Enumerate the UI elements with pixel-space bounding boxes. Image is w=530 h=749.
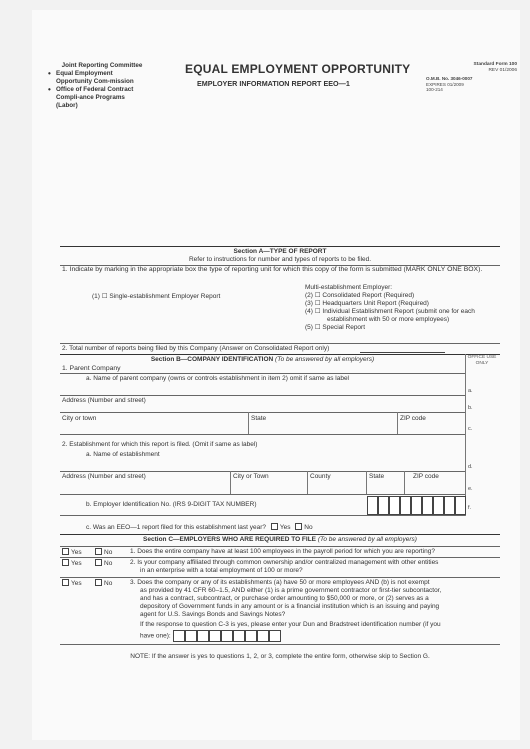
multi-establishment-label: Multi-establishment Employer: [305, 284, 393, 291]
last-year-no-checkbox[interactable] [295, 523, 302, 530]
report-type-individual[interactable]: (4) ☐ Individual Establishment Report (submit one for each [305, 308, 475, 315]
establishment-city-label: City or Town [233, 473, 269, 480]
col-line [404, 471, 405, 494]
c3-no-checkbox[interactable] [95, 579, 102, 586]
c2-yes[interactable] [62, 559, 82, 568]
c2-no[interactable] [95, 559, 112, 568]
c2-question-line2: in an enterprise with a total employment of 100 or more? [140, 567, 303, 574]
section-b-title-row [60, 356, 465, 364]
c3-duns-line1: If the response to question C-3 is yes, please enter your Dun and Bradstreet identification number (if you [140, 621, 441, 628]
last-year-no-label: No [304, 524, 313, 531]
col-line [230, 471, 231, 494]
omb-number: O.M.B. No. 3046-0007 [426, 76, 473, 81]
row-rule [60, 546, 500, 547]
section-b-top-rule [60, 354, 500, 355]
duns-number-boxes[interactable] [173, 630, 281, 642]
c3-no-label: No [104, 580, 113, 587]
section-c-title: Section C—EMPLOYERS WHO ARE REQUIRED TO FILE [143, 536, 317, 543]
section-a-q2-rule [60, 343, 500, 344]
establishment-address-label: Address (Number and street) [62, 473, 146, 480]
employer-id-boxes[interactable] [367, 496, 466, 515]
report-type-single[interactable]: (1) ☐ Single-establishment Employer Report [92, 293, 221, 300]
form-code: 100-214 [426, 87, 443, 92]
expiration-date: EXPIRES 01/2009 [426, 81, 464, 87]
c2-question-line1: 2. Is your company affiliated through common ownership and/or centralized management with other entities [130, 559, 439, 566]
row-rule [60, 412, 465, 413]
parent-company-label: 1. Parent Company [62, 365, 121, 372]
last-year-yes-checkbox[interactable] [271, 523, 278, 530]
last-year-question: c. Was an EEO—1 report filed for this establishment last year? [86, 524, 267, 531]
establishment-zip-label: ZIP code [413, 473, 439, 480]
c3-no[interactable] [95, 579, 112, 588]
c1-no-label: No [104, 549, 113, 556]
c2-no-label: No [104, 560, 113, 567]
parent-state-label: State [251, 415, 267, 422]
row-rule [60, 494, 465, 495]
office-letter-e: e. [468, 486, 473, 492]
col-line [397, 412, 398, 434]
c3-question-line1: 3. Does the company or any of its establishments (a) have 50 or more employees AND (b) is not exempt [130, 579, 430, 586]
section-a-title: Section A—TYPE OF REPORT [233, 248, 327, 255]
c1-yes-checkbox[interactable] [62, 548, 69, 555]
standard-form-block [445, 62, 517, 74]
parent-address-label: Address (Number and street) [62, 397, 146, 404]
c1-no-checkbox[interactable] [95, 548, 102, 555]
c3-duns-row [140, 630, 281, 642]
col-line [248, 412, 249, 434]
committee-item-ofccp: • Office of Federal Contract Compli-ance Programs (Labor) [56, 86, 148, 110]
section-a-question-1: 1. Indicate by marking in the appropriate box the type of reporting unit for which this copy of the form is submitted (MARK ONLY ONE BOX). [62, 266, 483, 273]
c3-yes-label: Yes [71, 580, 82, 587]
col-line [366, 471, 367, 494]
establishment-label: 2. Establishment for which this report is filed. (Omit if same as label) [62, 441, 258, 448]
section-b-note: (To be answered by all employers) [275, 356, 375, 363]
last-year-row [86, 523, 313, 532]
report-type-consolidated[interactable]: (2) ☐ Consolidated Report (Required) [305, 292, 415, 299]
parent-city-label: City or town [62, 415, 97, 422]
establishment-state-label: State [369, 473, 385, 480]
row-rule [60, 557, 500, 558]
report-type-special[interactable]: (5) ☐ Special Report [305, 324, 366, 331]
c3-yes-checkbox[interactable] [62, 579, 69, 586]
employer-id-label: b. Employer Identification No. (IRS 9-DIGIT TAX NUMBER) [86, 501, 257, 508]
c3-question-line2: as provided by 41 CFR 60–1.5, AND either (1) is a prime government contractor or first-tier subcontactor, [140, 587, 442, 594]
form-subtitle: EMPLOYER INFORMATION REPORT EEO—1 [197, 79, 350, 88]
parent-company-name-label: a. Name of parent company (owns or controls establishment in item 2) omit if same as label [86, 375, 350, 382]
c2-yes-label: Yes [71, 560, 82, 567]
col-line [307, 471, 308, 494]
c3-duns-line2: have one): [140, 632, 171, 640]
row-rule [60, 644, 500, 645]
c3-yes[interactable] [62, 579, 82, 588]
report-type-individual-note: establishment with 50 or more employees) [327, 316, 450, 323]
office-letter-d: d. [468, 464, 473, 470]
omb-block [426, 76, 472, 93]
office-letter-b: b. [468, 405, 473, 411]
office-letter-f: f. [468, 505, 472, 511]
form-title: EQUAL EMPLOYMENT OPPORTUNITY [185, 62, 411, 76]
c3-question-line5: agent for U.S. Savings Bonds and Savings Notes? [140, 611, 286, 618]
row-rule [60, 434, 465, 435]
section-a-top-rule [60, 246, 500, 247]
establishment-name-label: a. Name of establishment [86, 451, 160, 458]
section-c-top-rule [60, 534, 500, 535]
section-a-question-2: 2. Total number of reports being filed by this Company (Answer on Consolidated Report only) [62, 345, 330, 352]
section-b-title: Section B—COMPANY IDENTIFICATION [150, 356, 274, 363]
section-c-note: (To be answered by all employers) [317, 536, 417, 543]
total-reports-input[interactable] [360, 352, 445, 353]
row-rule [60, 515, 465, 516]
c2-yes-checkbox[interactable] [62, 559, 69, 566]
last-year-yes-label: Yes [279, 524, 291, 531]
committee-block [56, 62, 148, 110]
committee-title: Joint Reporting Committee [61, 62, 143, 69]
row-rule [60, 395, 465, 396]
revision-date: REV 01/2006 [488, 68, 517, 73]
c1-no[interactable] [95, 548, 112, 557]
standard-form-number: Standard Form 100 [473, 62, 517, 67]
report-type-headquarters[interactable]: (3) ☐ Headquarters Unit Report (Required) [305, 300, 429, 307]
office-use-only: OFFICE USE ONLY [467, 355, 497, 366]
parent-zip-label: ZIP code [400, 415, 426, 422]
row-rule [60, 373, 465, 374]
establishment-county-label: County [310, 473, 331, 480]
row-rule [60, 577, 500, 578]
c1-question: 1. Does the entire company have at least 100 employees in the payroll period for which you are reporting? [130, 548, 435, 555]
section-a-instructions: Refer to instructions for number and types of reports to be filed. [188, 256, 372, 263]
c3-question-line4: depository of Government funds in any amount or is a financial institution which is an issuing and paying [140, 603, 440, 610]
c2-no-checkbox[interactable] [95, 559, 102, 566]
office-use-column-line [465, 354, 466, 516]
office-letter-a: a. [468, 388, 473, 394]
section-c-title-row [60, 536, 500, 544]
office-letter-c: c. [468, 426, 473, 432]
section-c-note-footer: NOTE: If the answer is yes to questions 1, 2, or 3, complete the entire form, otherwise skip to Section G. [130, 653, 430, 660]
c1-yes-label: Yes [71, 549, 82, 556]
committee-item-eeoc: • Equal Employment Opportunity Com-mission [56, 70, 148, 86]
c3-question-line3: and has a contract, subcontract, or purchase order amounting to $50,000 or more, or (2) serves as a [140, 595, 429, 602]
c1-yes[interactable] [62, 548, 82, 557]
